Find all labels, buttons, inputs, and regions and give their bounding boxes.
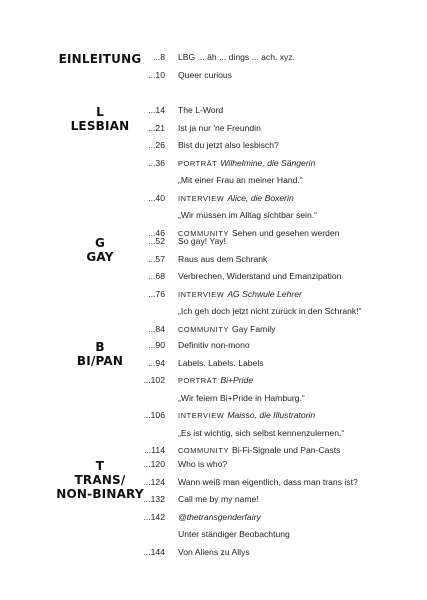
entry-text: Wann weiß man eigentlich, dass man trans ist? — [178, 476, 358, 487]
toc-entry — [0, 303, 427, 321]
page-number: ...106 — [143, 410, 165, 420]
entry-text: Bist du jetzt also lesbisch? — [178, 140, 279, 150]
entry-category-tag: COMMUNITY — [178, 446, 229, 455]
entry-text: „Wir müssen im Alltag sichtbar sein.“ — [178, 210, 317, 220]
page-number: ...46 — [148, 227, 165, 238]
entry-text: Sehen und gesehen werden — [231, 227, 340, 238]
heading-line: BI/PAN — [76, 354, 124, 368]
entry-category-tag: COMMUNITY — [178, 324, 229, 334]
page-number: ...84 — [148, 323, 165, 334]
toc-entry — [0, 355, 427, 373]
toc-entry — [0, 172, 427, 190]
entry-category-tag: PORTRÄT — [178, 376, 218, 385]
toc-entry — [0, 474, 427, 492]
toc-entries — [0, 233, 427, 338]
entry-text: Queer curious — [178, 69, 232, 80]
toc-entry — [0, 372, 427, 390]
entry-italic-text: @thetransgenderfairy — [178, 511, 261, 522]
heading-line: LESBIAN — [70, 119, 130, 133]
toc-entry — [0, 251, 427, 269]
toc-entry — [0, 509, 427, 527]
entry-text: „Ich geh doch jetzt nicht zurück in den Schrank!“ — [178, 306, 362, 316]
toc-entry — [0, 456, 427, 474]
page-number: ...144 — [143, 546, 165, 557]
entry-title — [178, 321, 275, 339]
entry-text: „Es ist wichtig, sich selbst kennenzulernen.“ — [178, 427, 345, 438]
toc-entry — [0, 425, 427, 443]
toc-entries — [0, 102, 427, 242]
entry-title — [178, 491, 259, 509]
entry-title — [178, 372, 253, 390]
page-number: ...21 — [148, 122, 165, 133]
toc-entry — [0, 390, 427, 408]
page-number: ...124 — [143, 476, 165, 487]
entry-title — [178, 49, 295, 67]
entry-text: Unter ständiger Beobachtung — [178, 529, 290, 539]
page-number: ...57 — [148, 253, 165, 264]
page-number: ...120 — [143, 459, 165, 469]
entry-text: Gay Family — [231, 323, 276, 334]
page-number: ...10 — [148, 69, 165, 80]
entry-text: The L-Word — [178, 105, 224, 115]
toc-entry — [0, 321, 427, 339]
entry-text: „Wir feiern Bi+Pride in Hamburg.“ — [178, 392, 305, 403]
toc-entry — [0, 526, 427, 544]
toc-entry — [0, 491, 427, 509]
page-number: ...14 — [148, 105, 165, 115]
heading-line: EINLEITUNG — [58, 52, 142, 66]
page-number: ...132 — [143, 494, 165, 504]
toc-entry — [0, 190, 427, 208]
page-number: ...8 — [153, 52, 165, 62]
entry-title — [178, 303, 361, 321]
entry-text: Von Aliens zu Allys — [178, 546, 250, 557]
entry-title — [178, 190, 294, 208]
entry-text: „Mit einer Frau an meiner Hand.“ — [178, 175, 303, 185]
heading-line: L — [96, 105, 104, 119]
entry-category-tag: PORTRÄT — [178, 158, 218, 168]
page-number: ...68 — [148, 271, 165, 281]
entry-title — [178, 67, 232, 85]
heading-line: B — [95, 340, 105, 354]
entry-title — [178, 390, 305, 408]
entry-category-tag: INTERVIEW — [178, 289, 225, 299]
entry-title — [178, 207, 317, 225]
entry-italic-text: Maisso, die Illustratorin — [227, 410, 316, 420]
entry-title — [178, 456, 227, 474]
heading-line: TRANS/ — [74, 473, 126, 487]
page-number: ...94 — [148, 357, 165, 368]
entry-text: So gay! Yay! — [178, 236, 226, 246]
toc-entry — [0, 120, 427, 138]
entry-text: Bi-Fi-Signale und Pan-Casts — [231, 445, 341, 455]
entry-title — [178, 286, 302, 304]
toc-entry — [0, 337, 427, 355]
entry-text: Verbrechen, Widerstand und Emanzipation — [178, 271, 342, 281]
toc-entries — [0, 456, 427, 561]
toc-entry — [0, 67, 427, 85]
entry-title — [178, 155, 315, 173]
entry-title — [178, 120, 261, 138]
page-number: ...142 — [143, 511, 165, 522]
entry-title — [178, 355, 264, 373]
entry-title — [178, 251, 267, 269]
entry-title — [178, 268, 341, 286]
entry-text: Call me by my name! — [178, 494, 259, 504]
entry-text: Raus aus dem Schrank — [178, 253, 268, 264]
entry-title — [178, 233, 226, 251]
entry-text: Definitiv non-mono — [178, 340, 250, 350]
entry-title — [178, 102, 223, 120]
toc-entry — [0, 155, 427, 173]
toc-entry — [0, 49, 427, 67]
toc-entry — [0, 102, 427, 120]
toc-entry — [0, 544, 427, 562]
page-number: ...36 — [148, 157, 165, 168]
entry-italic-text: Wilhelmine, die Sängerin — [220, 157, 316, 168]
entry-italic-text: Alice, die Boxerin — [227, 192, 294, 203]
toc-entry — [0, 407, 427, 425]
entry-category-tag: COMMUNITY — [178, 228, 229, 238]
toc-entry — [0, 233, 427, 251]
toc-entry — [0, 268, 427, 286]
entry-text: Labels. Labels. Labels — [178, 357, 264, 368]
entry-title — [178, 407, 315, 425]
heading-line: GAY — [86, 250, 114, 264]
page-number: ...26 — [148, 140, 165, 150]
page-number: ...40 — [148, 192, 165, 203]
entry-text: Ist ja nur 'ne Freundin — [178, 122, 261, 133]
toc-entry — [0, 137, 427, 155]
entry-title — [178, 544, 250, 562]
page-number: ...90 — [148, 340, 165, 350]
entry-italic-text: Bi+Pride — [220, 375, 254, 385]
page-number: ...102 — [143, 375, 165, 385]
heading-line: G — [94, 236, 106, 250]
entry-title — [178, 509, 261, 527]
heading-line: T — [95, 459, 105, 473]
toc-entry — [0, 286, 427, 304]
entry-title — [178, 526, 290, 544]
page-number: ...114 — [144, 445, 165, 455]
page-number: ...52 — [148, 236, 165, 246]
entry-title — [178, 425, 344, 443]
entry-italic-text: AG Schwule Lehrer — [227, 288, 302, 299]
toc-entries — [0, 337, 427, 460]
entry-text: Who is who? — [178, 459, 228, 469]
entry-title — [178, 337, 250, 355]
toc-entry — [0, 207, 427, 225]
page-number: ...76 — [148, 288, 165, 299]
entry-title — [178, 172, 303, 190]
heading-line: NON-BINARY — [56, 487, 144, 501]
entry-title — [178, 474, 358, 492]
entry-category-tag: INTERVIEW — [178, 411, 225, 420]
toc-entries — [0, 49, 427, 84]
entry-category-tag: INTERVIEW — [178, 193, 225, 203]
entry-title — [178, 137, 279, 155]
entry-text: LBG ... äh ... dings ... ach. xyz. — [178, 52, 296, 62]
